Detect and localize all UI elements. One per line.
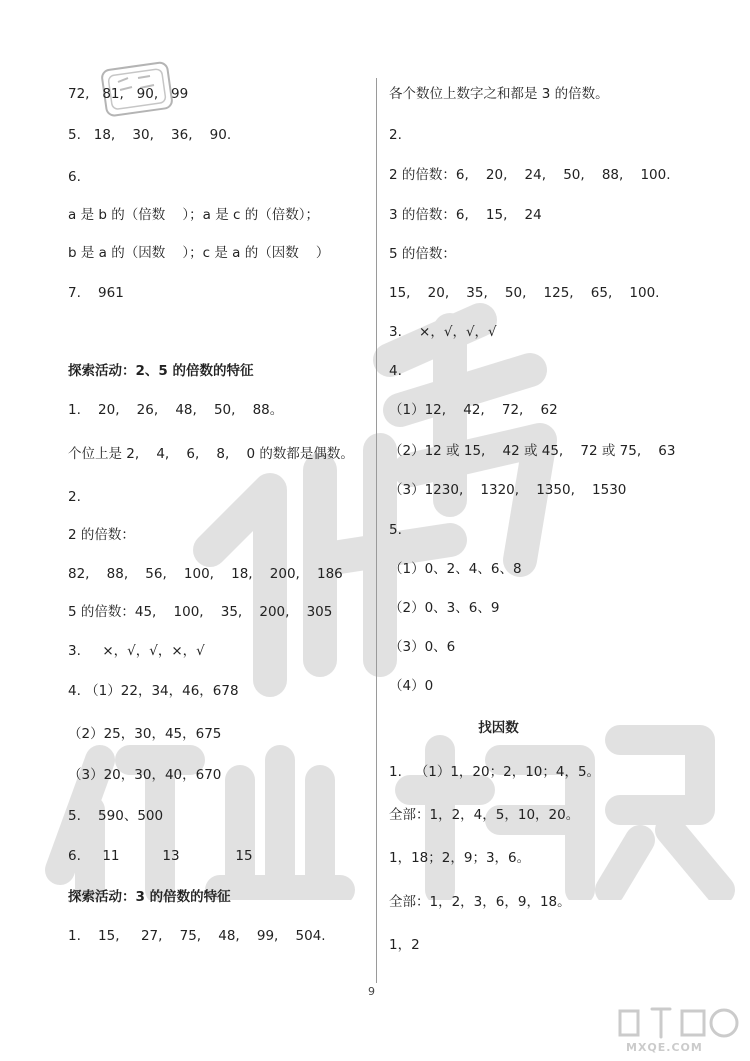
right-answer-line: 各个数位上数字之和都是 3 的倍数。 xyxy=(389,86,609,102)
corner-logo-url: MXQE.COM xyxy=(626,1041,703,1054)
page-number: 9 xyxy=(368,985,375,998)
right-section-heading: 找因数 xyxy=(389,720,519,736)
right-answer-line: 1，2 xyxy=(389,937,420,953)
left-section-heading: 探索活动：2、5 的倍数的特征 xyxy=(68,363,254,379)
left-answer-line: 2 的倍数： xyxy=(68,527,135,543)
right-answer-line: 全部：1，2，3，6，9，18。 xyxy=(389,894,571,910)
left-answer-line: 6. 11 13 15 xyxy=(68,848,253,864)
right-answer-line: （2）12 或 15, 42 或 45, 72 或 75, 63 xyxy=(389,443,676,459)
right-answer-line: （1）12, 42, 72, 62 xyxy=(389,402,558,418)
left-answer-line: 4. （1）22，34，46，678 xyxy=(68,683,239,699)
right-answer-line: （3）1230, 1320, 1350, 1530 xyxy=(389,482,627,498)
right-answer-line: （3）0、6 xyxy=(389,639,456,655)
left-answer-line: 1. 20, 26, 48, 50, 88。 xyxy=(68,402,284,418)
left-answer-line: （3）20，30，40，670 xyxy=(68,767,222,783)
left-answer-line: b 是 a 的（因数 ）；c 是 a 的（因数 ） xyxy=(68,245,330,261)
right-answer-line: （2）0、3、6、9 xyxy=(389,600,500,616)
right-answer-line: 1，18；2，9；3，6。 xyxy=(389,850,531,866)
right-answer-line: （4）0 xyxy=(389,678,434,694)
left-answer-line: 6. xyxy=(68,169,81,185)
left-answer-line: 个位上是 2, 4, 6, 8, 0 的数都是偶数。 xyxy=(68,446,354,462)
column-divider xyxy=(376,78,377,983)
right-answer-line: 5. xyxy=(389,522,402,538)
right-answer-line: 2. xyxy=(389,127,402,143)
left-answer-line: 72, 81, 90, 99 xyxy=(68,86,189,102)
corner-logo-icon xyxy=(612,1003,742,1055)
left-answer-line: 5. 590、500 xyxy=(68,808,164,824)
left-answer-line: 7. 961 xyxy=(68,285,124,301)
right-answer-line: 5 的倍数： xyxy=(389,246,456,262)
left-answer-line: 2. xyxy=(68,489,81,505)
left-answer-line: 1. 15, 27, 75, 48, 99, 504. xyxy=(68,928,326,944)
left-answer-line: （2）25，30，45，675 xyxy=(68,726,222,742)
right-answer-line: 3. ×，√，√，√ xyxy=(389,324,497,340)
left-answer-line: 5. 18, 30, 36, 90. xyxy=(68,127,232,143)
left-answer-line: 5 的倍数：45, 100, 35, 200, 305 xyxy=(68,604,333,620)
right-answer-line: 4. xyxy=(389,363,402,379)
right-answer-line: （1）0、2、4、6、8 xyxy=(389,561,522,577)
right-answer-line: 1. （1）1，20；2，10；4，5。 xyxy=(389,764,601,780)
right-answer-line: 2 的倍数：6, 20, 24, 50, 88, 100. xyxy=(389,167,671,183)
right-answer-line: 15, 20, 35, 50, 125, 65, 100. xyxy=(389,285,660,301)
right-answer-line: 3 的倍数：6, 15, 24 xyxy=(389,207,542,223)
right-answer-line: 全部：1，2，4，5，10，20。 xyxy=(389,807,580,823)
left-answer-line: 3. ×，√，√，×，√ xyxy=(68,643,205,659)
left-answer-line: a 是 b 的（倍数 ）；a 是 c 的（倍数）； xyxy=(68,207,319,223)
left-answer-line: 82, 88, 56, 100, 18, 200, 186 xyxy=(68,566,343,582)
left-section-heading: 探索活动：3 的倍数的特征 xyxy=(68,889,231,905)
